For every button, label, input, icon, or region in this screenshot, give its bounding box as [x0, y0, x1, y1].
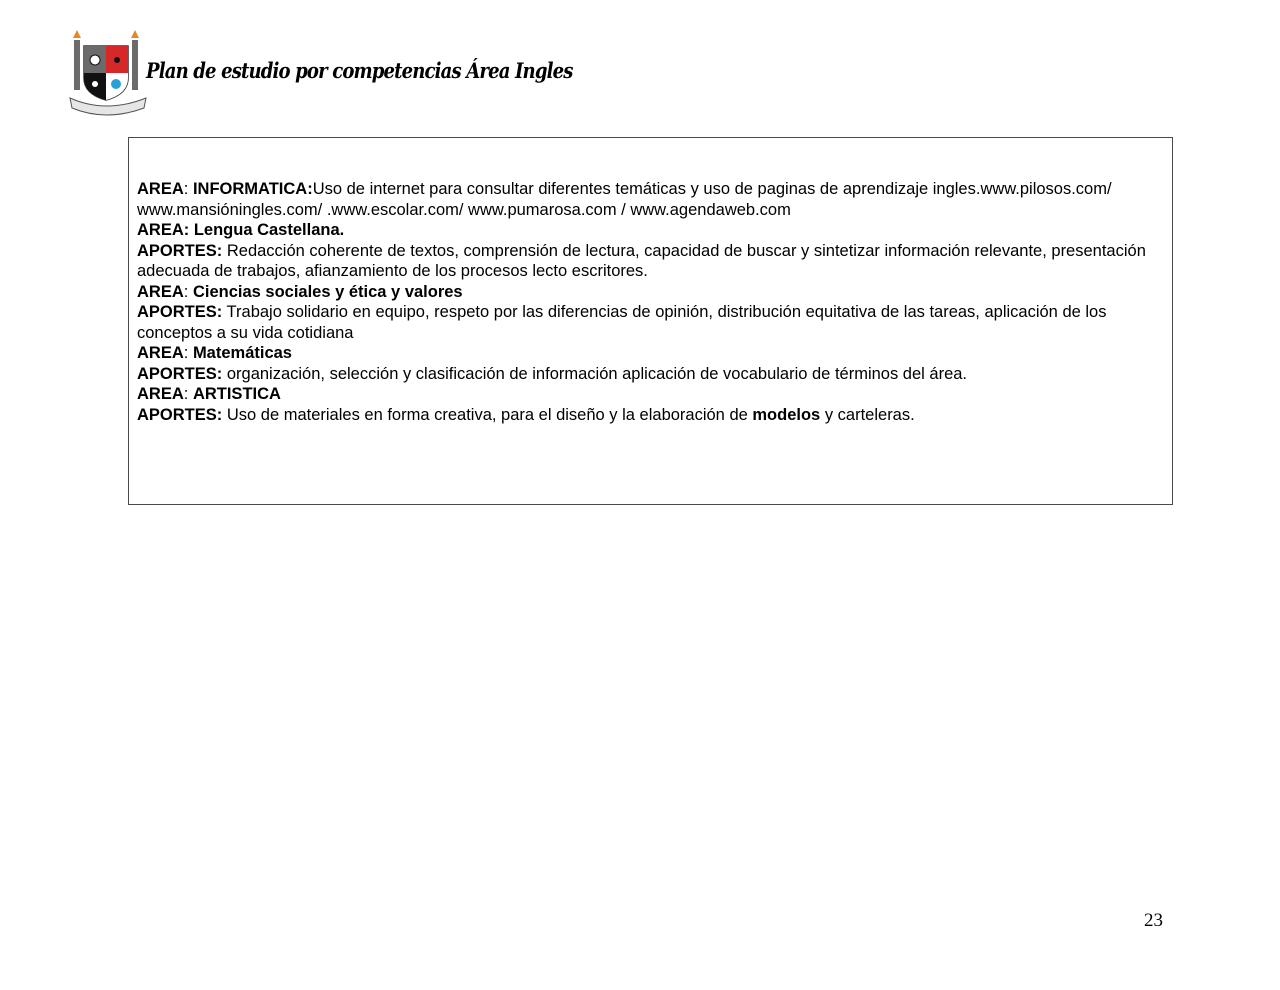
separator: :	[183, 180, 193, 198]
aportes-label: APORTES:	[137, 364, 223, 383]
aportes-matematicas	[137, 364, 1164, 385]
area-name: INFORMATICA:	[192, 180, 313, 198]
area-label: AREA	[137, 385, 184, 403]
area-label: AREA	[137, 282, 184, 301]
area-name: Ciencias sociales y ética y valores	[192, 282, 463, 301]
area-name: ARTISTICA	[192, 385, 281, 403]
area-heading-matematicas	[137, 343, 1164, 364]
aportes-label: APORTES:	[137, 303, 223, 321]
area-name: Lengua Castellana.	[189, 221, 345, 239]
aportes-text: Trabajo solidario en equipo, respeto por las diferencias de opinión, distribución equitativa de las tareas, aplicación de los conceptos a su vida cotidiana	[137, 303, 1107, 342]
separator: :	[183, 385, 193, 403]
separator: :	[183, 282, 193, 301]
area-label: AREA	[137, 344, 184, 362]
document-title: Plan de estudio por competencias Área Ingles	[146, 57, 573, 83]
aportes-label: APORTES:	[137, 241, 223, 260]
aportes-sociales	[137, 302, 1164, 343]
page-number: 23	[1144, 910, 1163, 931]
area-name: Matemáticas	[192, 344, 292, 362]
aportes-label: APORTES:	[137, 405, 223, 424]
separator: :	[183, 344, 193, 362]
aportes-bold-word: modelos	[752, 405, 821, 424]
area-heading-sociales	[137, 282, 1164, 303]
contributions-box	[128, 137, 1173, 505]
aportes-lengua	[137, 241, 1164, 282]
area-description: Uso de internet para consultar diferentes temáticas y uso de paginas de aprendizaje ingles.www.pilosos.com/ www.mansióningles.com/ .www.escolar.com/ www.pumarosa.com / www.agendaweb.com	[137, 180, 1112, 219]
aportes-text: Redacción coherente de textos, comprensión de lectura, capacidad de buscar y sintetizar información relevante, presentación adecuada de trabajos, afianzamiento de los procesos lecto escritores.	[137, 241, 1146, 280]
area-heading-artistica	[137, 384, 1164, 405]
aportes-text-end: y carteleras.	[820, 405, 915, 424]
section-informatica	[137, 179, 1164, 220]
area-heading-lengua	[137, 220, 1164, 241]
area-label: AREA:	[137, 221, 190, 239]
school-crest-logo	[66, 28, 150, 120]
aportes-artistica	[137, 405, 1164, 426]
aportes-text: organización, selección y clasificación de información aplicación de vocabulario de términos del área.	[222, 364, 968, 383]
page-header	[66, 28, 642, 120]
area-label: AREA	[137, 180, 184, 198]
aportes-text: Uso de materiales en forma creativa, para el diseño y la elaboración de	[222, 405, 753, 424]
